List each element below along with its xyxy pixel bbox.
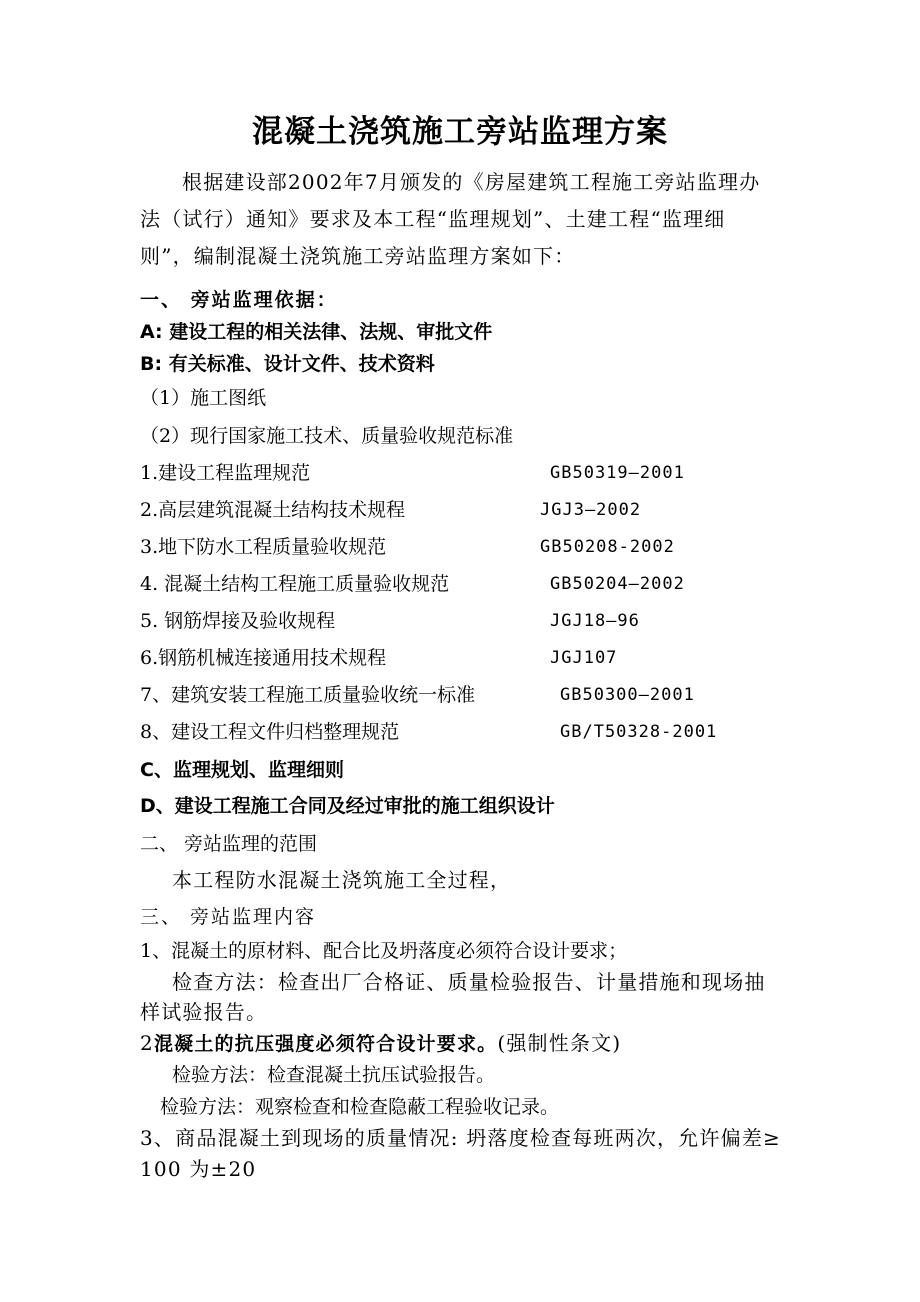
standard-name: 2.高层建筑混凝土结构技术规程: [140, 499, 406, 521]
basis-a: A: 建设工程的相关法律、法规、审批文件: [140, 321, 493, 343]
standard-code: JGJ107: [550, 648, 618, 668]
standard-name: 1.建设工程监理规范: [140, 462, 311, 484]
intro-line-3: 则”，编制混凝土浇筑施工旁站监理方案如下：: [140, 244, 576, 268]
standard-name: 4. 混凝土结构工程施工质量验收规范: [140, 573, 450, 595]
content-item-1: 1、混凝土的原材料、配合比及坍落度必须符合设计要求；: [140, 940, 628, 962]
basis-b1: （1）施工图纸: [140, 387, 267, 409]
intro-line-1: 根据建设部2002年7月颁发的《房屋建筑工程施工旁站监理办: [182, 170, 761, 194]
standard-code: GB50204—2002: [550, 574, 685, 594]
section2-heading: 二、 旁站监理的范围: [140, 833, 318, 855]
basis-b2: （2）现行国家施工技术、质量验收规范标准: [140, 425, 514, 447]
standard-code: JGJ18—96: [550, 611, 640, 631]
standard-code: JGJ3—2002: [540, 500, 642, 520]
document-title: 混凝土浇筑施工旁站监理方案: [252, 114, 668, 150]
item2-number: 2: [140, 1031, 154, 1055]
content-item-3-line-2: 100 为±20: [140, 1157, 257, 1181]
section2-body: 本工程防水混凝土浇筑施工全过程，: [172, 868, 512, 892]
standard-name: 8、建设工程文件归档整理规范: [140, 721, 400, 743]
section1-heading: 一、 旁站监理依据：: [140, 289, 338, 311]
content-item-3-line-1: 3、商品混凝土到现场的质量情况: 坍落度检查每班两次，允许偏差≥: [140, 1126, 781, 1150]
item1-method-line-1: 检查方法：检查出厂合格证、质量检验报告、计量措施和现场抽: [172, 970, 766, 994]
standard-code: GB50319—2001: [550, 463, 685, 483]
section3-heading: 三、 旁站监理内容: [140, 906, 317, 928]
item2-method-1: 检验方法：检查混凝土抗压试验报告。: [172, 1064, 496, 1086]
content-item-2: [140, 1029, 621, 1058]
item2-bold-text: 混凝土的抗压强度必须符合设计要求。: [153, 1033, 498, 1055]
standard-name: 7、建筑安装工程施工质量验收统一标准: [140, 684, 476, 706]
item2-note: (强制性条文): [497, 1031, 622, 1055]
standard-name: 6.钢筋机械连接通用技术规程: [140, 647, 387, 669]
standard-code: GB50208-2002: [540, 537, 675, 557]
standard-name: 3.地下防水工程质量验收规范: [140, 536, 387, 558]
standard-name: 5. 钢筋焊接及验收规程: [140, 610, 336, 632]
basis-d: D、建设工程施工合同及经过审批的施工组织设计: [140, 795, 555, 817]
standard-code: GB50300—2001: [560, 685, 695, 705]
intro-line-2: 法（试行）通知》要求及本工程“监理规划”、土建工程“监理细: [140, 207, 726, 231]
standard-code: GB/T50328-2001: [560, 722, 718, 742]
item1-method-line-2: 样试验报告。: [140, 1000, 268, 1024]
basis-b: B: 有关标准、设计文件、技术资料: [140, 353, 435, 375]
basis-c: C、监理规划、监理细则: [140, 759, 344, 781]
item2-method-2: 检验方法：观察检查和检查隐蔽工程验收记录。: [160, 1096, 560, 1118]
